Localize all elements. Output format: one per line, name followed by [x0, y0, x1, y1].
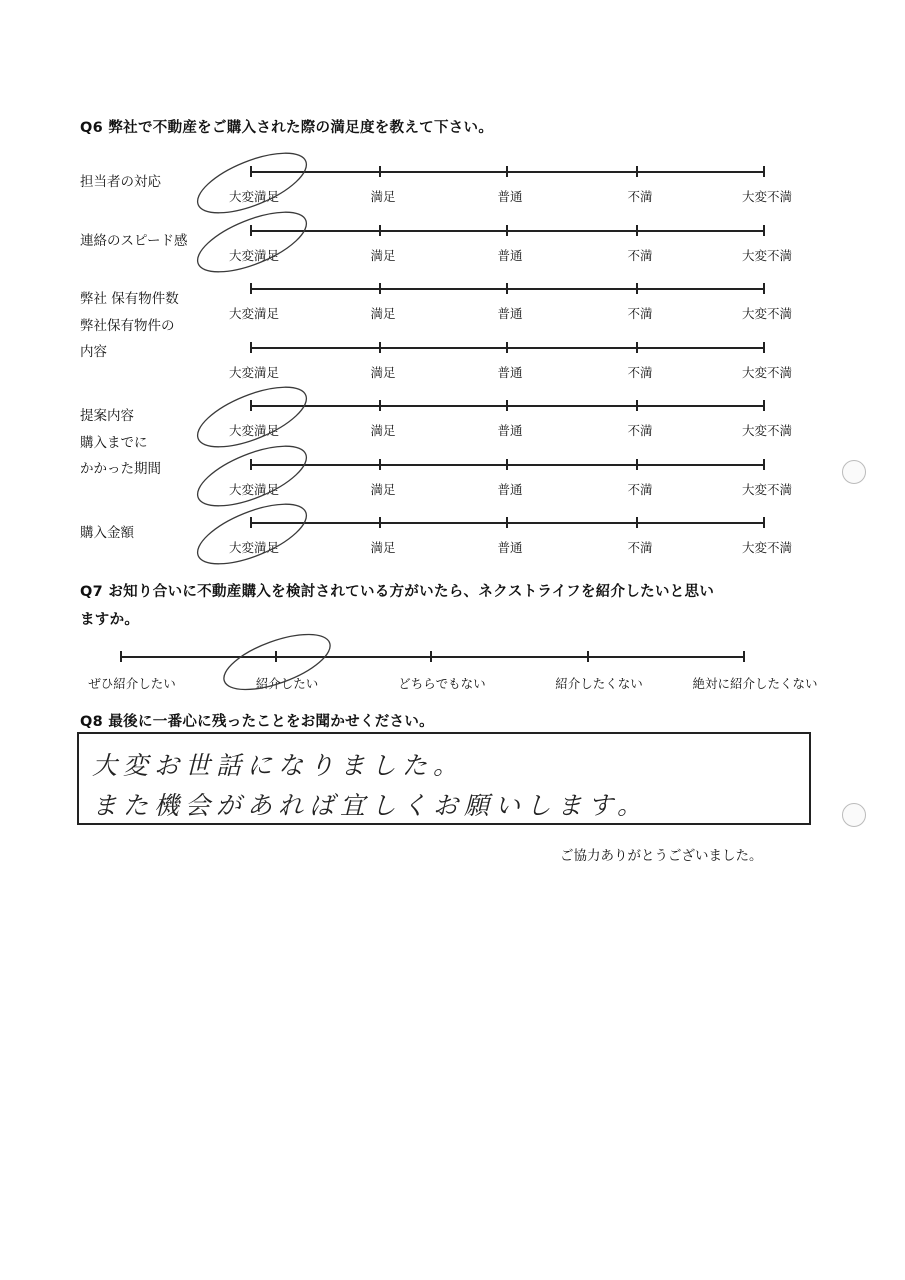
q6-row-label: 購入金額	[80, 525, 134, 541]
q6-scale-tick	[636, 283, 638, 294]
q6-scale-tick	[636, 517, 638, 528]
q6-option-5[interactable]: 大変不満	[741, 365, 793, 380]
q6-scale-tick	[506, 166, 508, 177]
q6-scale-tick	[636, 342, 638, 353]
q6-option-5[interactable]: 大変不満	[741, 540, 793, 555]
q7-scale-tick	[430, 651, 432, 662]
q6-selection-circle	[190, 200, 314, 284]
q6-row-label: 購入までに かかった期間	[80, 435, 161, 477]
q7-option-2[interactable]: 紹介したい	[255, 676, 319, 691]
q6-option-2[interactable]: 満足	[370, 423, 396, 438]
q6-option-2[interactable]: 満足	[370, 189, 396, 204]
q7-title-line1: Q7 お知り合いに不動産購入を検討されている方がいたら、ネクストライフを紹介したいと思い	[80, 584, 715, 600]
q6-option-3[interactable]: 普通	[497, 365, 523, 380]
q6-title: Q6 弊社で不動産をご購入された際の満足度を教えて下さい。	[80, 120, 494, 136]
q6-option-2[interactable]: 満足	[370, 540, 396, 555]
q6-option-1[interactable]: 大変満足	[228, 189, 280, 204]
q6-option-2[interactable]: 満足	[370, 482, 396, 497]
punch-hole	[842, 460, 866, 484]
q6-scale-tick	[250, 517, 252, 528]
q6-option-1[interactable]: 大変満足	[228, 306, 280, 321]
q6-option-4[interactable]: 不満	[627, 248, 653, 263]
q6-scale-tick	[506, 400, 508, 411]
q6-scale-tick	[763, 400, 765, 411]
q6-option-5[interactable]: 大変不満	[741, 423, 793, 438]
q8-answer-line2: また機会があれば宜しくお願いします。	[92, 791, 649, 820]
q6-scale-tick	[250, 225, 252, 236]
q6-option-3[interactable]: 普通	[497, 306, 523, 321]
q6-scale-tick	[506, 225, 508, 236]
q6-option-4[interactable]: 不満	[627, 540, 653, 555]
q6-option-5[interactable]: 大変不満	[741, 482, 793, 497]
q6-option-3[interactable]: 普通	[497, 423, 523, 438]
q6-scale-tick	[250, 342, 252, 353]
q6-scale-tick	[379, 342, 381, 353]
q6-option-1[interactable]: 大変満足	[228, 540, 280, 555]
q6-option-4[interactable]: 不満	[627, 482, 653, 497]
q6-scale-tick	[636, 459, 638, 470]
q6-row-label: 連絡のスピード感	[80, 233, 188, 249]
q7-option-1[interactable]: ぜひ紹介したい	[88, 676, 176, 691]
q6-scale-tick	[250, 459, 252, 470]
q7-option-4[interactable]: 紹介したくない	[555, 676, 643, 691]
q6-option-4[interactable]: 不満	[627, 306, 653, 321]
q6-scale-tick	[379, 400, 381, 411]
q6-option-2[interactable]: 満足	[370, 365, 396, 380]
q8-answer-line1: 大変お世話になりました。	[92, 751, 465, 780]
q6-row-label: 担当者の対応	[80, 174, 161, 190]
q6-scale-tick	[379, 517, 381, 528]
q6-scale-tick	[763, 342, 765, 353]
q6-option-1[interactable]: 大変満足	[228, 423, 280, 438]
q7-scale-tick	[587, 651, 589, 662]
q6-scale-tick	[250, 400, 252, 411]
q6-option-3[interactable]: 普通	[497, 540, 523, 555]
q7-scale-tick	[275, 651, 277, 662]
q6-selection-circle	[190, 141, 314, 225]
q6-scale-tick	[763, 166, 765, 177]
q6-scale-tick	[506, 283, 508, 294]
q6-scale-tick	[763, 459, 765, 470]
q6-option-4[interactable]: 不満	[627, 423, 653, 438]
q6-option-3[interactable]: 普通	[497, 248, 523, 263]
q6-scale-tick	[763, 517, 765, 528]
q6-scale-tick	[379, 459, 381, 470]
q6-scale-tick	[506, 342, 508, 353]
q6-option-2[interactable]: 満足	[370, 306, 396, 321]
q6-scale-tick	[250, 283, 252, 294]
q7-scale-tick	[743, 651, 745, 662]
q6-option-4[interactable]: 不満	[627, 365, 653, 380]
q6-scale-tick	[250, 166, 252, 177]
q6-scale-tick	[379, 166, 381, 177]
q6-selection-circle	[190, 375, 314, 459]
q6-option-2[interactable]: 満足	[370, 248, 396, 263]
q6-scale-tick	[636, 225, 638, 236]
q6-scale-tick	[379, 225, 381, 236]
q6-scale-tick	[763, 225, 765, 236]
q6-selection-circle	[190, 434, 314, 518]
q7-scale-tick	[120, 651, 122, 662]
q6-scale-tick	[763, 283, 765, 294]
q6-option-1[interactable]: 大変満足	[228, 482, 280, 497]
q7-option-3[interactable]: どちらでもない	[398, 676, 486, 691]
q6-option-5[interactable]: 大変不満	[741, 306, 793, 321]
q6-option-3[interactable]: 普通	[497, 189, 523, 204]
closing-message: ご協力ありがとうございました。	[560, 848, 763, 864]
q6-scale-tick	[379, 283, 381, 294]
q6-row-label: 弊社 保有物件数	[80, 291, 179, 307]
q6-row-label: 提案内容	[80, 408, 134, 424]
q6-option-4[interactable]: 不満	[627, 189, 653, 204]
q6-option-5[interactable]: 大変不満	[741, 248, 793, 263]
punch-hole	[842, 803, 866, 827]
q7-scale-line	[120, 656, 745, 658]
q6-option-1[interactable]: 大変満足	[228, 365, 280, 380]
q8-title: Q8 最後に一番心に残ったことをお聞かせください。	[80, 714, 434, 730]
q6-scale-tick	[636, 166, 638, 177]
q6-option-3[interactable]: 普通	[497, 482, 523, 497]
q6-option-5[interactable]: 大変不満	[741, 189, 793, 204]
q6-selection-circle	[190, 492, 314, 576]
q6-option-1[interactable]: 大変満足	[228, 248, 280, 263]
q6-scale-tick	[636, 400, 638, 411]
q7-option-5[interactable]: 絶対に紹介したくない	[692, 676, 818, 691]
q6-row-label: 弊社保有物件の 内容	[80, 318, 175, 360]
q6-scale-tick	[506, 459, 508, 470]
q7-title-line2: ますか。	[80, 612, 140, 628]
q6-scale-tick	[506, 517, 508, 528]
